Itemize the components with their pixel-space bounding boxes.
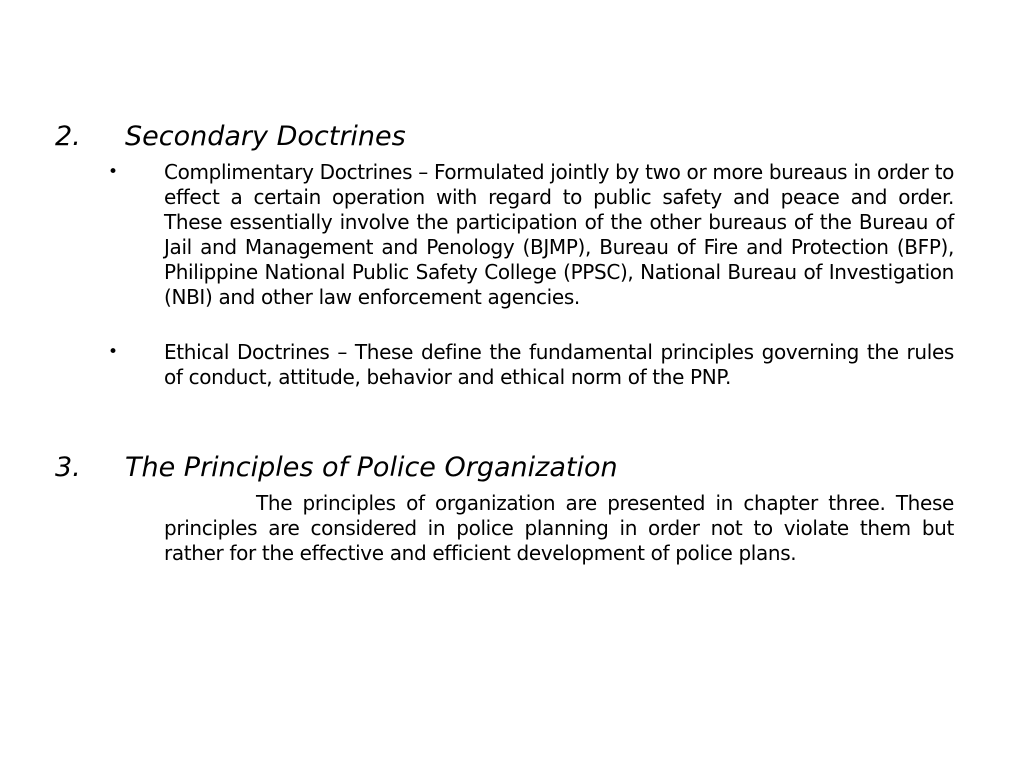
bullet-icon: •	[108, 342, 119, 362]
bullet-text: Complimentary Doctrines – Formulated jointly by two or more bureaus in order to effect a certain operation with regard to public safety and peace and order. These essentially involve the participation of the other bureaus of the Bureau of Jail and Management and Penology (BJMP), Bureau of Fire and Protection (BFP), Philippine National Public Safety College (PPSC), National Bureau of Investigation (NBI) and other law enforcement agencies.	[164, 160, 954, 309]
paragraph-text: The principles of organization are presented in chapter three. These principles are considered in police planning in order not to violate them but rather for the effective and efficient development of police plans.	[164, 491, 954, 565]
section-title: Secondary Doctrines	[125, 121, 406, 152]
bullet-ethical-doctrines	[108, 340, 954, 390]
section-number: 3.	[55, 452, 81, 483]
principles-paragraph	[164, 491, 954, 566]
bullet-complimentary-doctrines	[108, 160, 954, 310]
bullet-icon: •	[108, 162, 119, 182]
section-heading-secondary-doctrines	[55, 121, 406, 153]
bullet-text: Ethical Doctrines – These define the fundamental principles governing the rules of conduct, attitude, behavior and ethical norm of the PNP.	[164, 340, 954, 389]
section-heading-principles-of-police-organization	[55, 452, 618, 484]
section-title: The Principles of Police Organization	[125, 452, 618, 483]
section-number: 2.	[55, 121, 81, 152]
